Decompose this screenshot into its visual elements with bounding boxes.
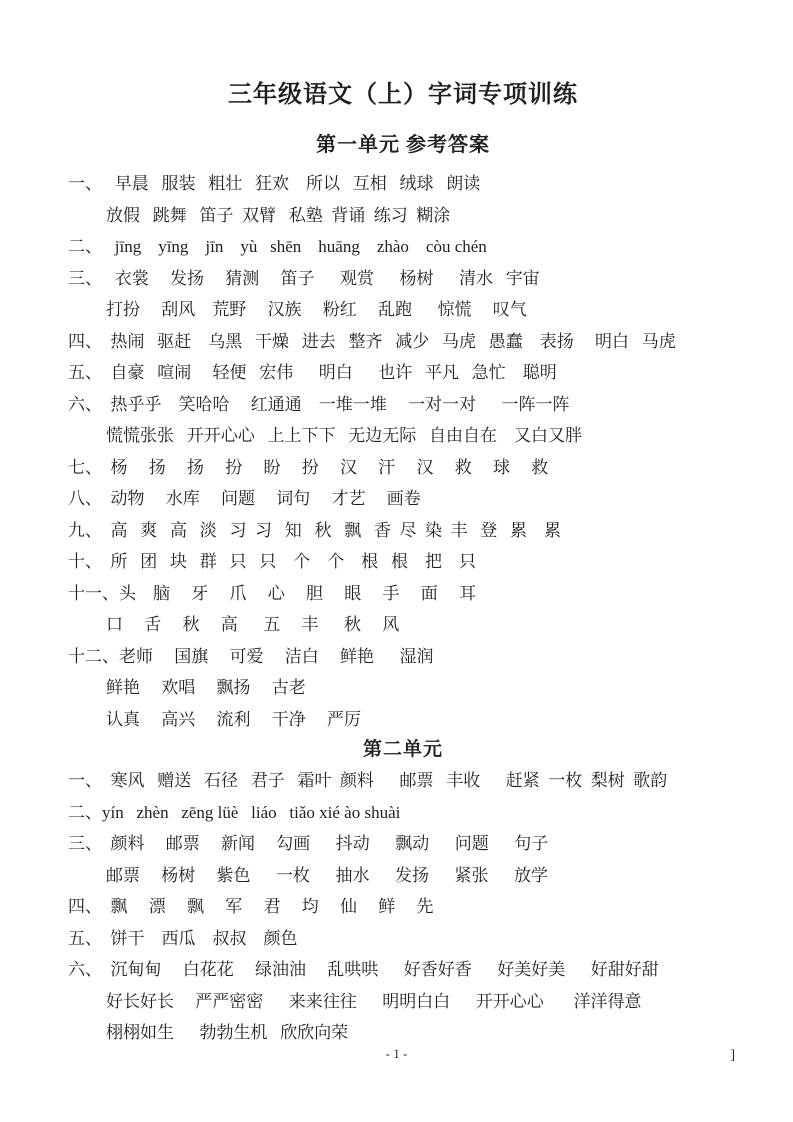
unit2-line-3: 三、 颜料 邮票 新闻 勾画 抖动 飘动 问题 句子 xyxy=(68,834,549,853)
unit2-line-6-cont2: 栩栩如生 勃勃生机 欣欣向荣 xyxy=(106,1023,349,1042)
unit1-line-2-pinyin: 二、 jīng yīng jīn yù shēn huāng zhào còu chén xyxy=(68,237,487,256)
unit1-section xyxy=(68,130,738,735)
unit2-line-4: 四、 飘 漂 飘 军 君 均 仙 鲜 先 xyxy=(68,897,434,916)
textbox-boundary-mark: ] xyxy=(730,1048,735,1063)
unit1-line-10: 十、 所 团 块 群 只 只 个 个 根 根 把 只 xyxy=(68,552,476,571)
unit1-line-1-cont: 放假 跳舞 笛子 双臂 私塾 背诵 练习 糊涂 xyxy=(106,205,451,225)
page-number: - 1 - xyxy=(385,1046,408,1061)
unit1-line-6: 六、 热乎乎 笑哈哈 红通通 一堆一堆 一对一对 一阵一阵 xyxy=(68,394,570,414)
unit1-heading: 第一单元 参考答案 xyxy=(316,134,490,156)
unit2-heading: 第二单元 xyxy=(362,739,443,760)
unit1-line-11-cont: 口 舌 秋 高 五 丰 秋 风 xyxy=(106,615,400,634)
unit2-line-6-cont: 好长好长 严严密密 来来往往 明明白白 开开心心 洋洋得意 xyxy=(106,991,642,1011)
unit2-line-6: 六、 沉甸甸 白花花 绿油油 乱哄哄 好香好香 好美好美 好甜好甜 xyxy=(68,960,659,979)
document-title: 三年级语文（上）字词专项训练 xyxy=(228,82,578,108)
unit2-line-2-pinyin: 二、yín zhèn zēng lüè liáo tiǎo xié ào shuài xyxy=(68,802,401,822)
unit1-line-8: 八、 动物 水库 问题 词句 才艺 画卷 xyxy=(68,489,421,508)
unit1-line-1: 一、 早晨 服装 粗壮 狂欢 所以 互相 绒球 朗读 xyxy=(68,174,481,193)
unit1-line-12: 十二、老师 国旗 可爱 洁白 鲜艳 湿润 xyxy=(68,646,434,666)
unit2-line-3-cont: 邮票 杨树 紫色 一枚 抽水 发扬 紧张 放学 xyxy=(106,865,548,885)
unit1-line-12-cont2: 认真 高兴 流利 干净 严厉 xyxy=(106,709,361,729)
unit1-line-12-cont: 鲜艳 欢唱 飘扬 古老 xyxy=(106,678,306,697)
unit2-line-5: 五、 饼干 西瓜 叔叔 颜色 xyxy=(68,928,298,948)
unit1-line-6-cont: 慌慌张张 开开心心 上上下下 无边无际 自由自在 又白又胖 xyxy=(106,426,582,445)
unit1-line-5: 五、 自豪 喧闹 轻便 宏伟 明白 也许 平凡 急忙 聪明 xyxy=(68,363,557,382)
unit1-line-3: 三、 衣裳 发扬 猜测 笛子 观赏 杨树 清水 宇宙 xyxy=(68,268,540,288)
unit1-line-3-cont: 打扮 刮风 荒野 汉族 粉红 乱跑 惊慌 叹气 xyxy=(106,300,527,319)
unit2-line-1: 一、 寒风 赠送 石径 君子 霜叶 颜料 邮票 丰收 赶紧 一枚 梨树 歌韵 xyxy=(68,771,668,790)
unit2-section xyxy=(68,735,738,1049)
unit1-line-7: 七、 杨 扬 扬 扮 盼 扮 汉 汗 汉 救 球 救 xyxy=(68,457,549,477)
unit1-line-11: 十一、头 脑 牙 爪 心 胆 眼 手 面 耳 xyxy=(68,583,476,603)
unit1-line-9: 九、 高 爽 高 淡 习 习 知 秋 飘 香 尽 染 丰 登 累 累 xyxy=(68,520,561,540)
unit1-line-4: 四、 热闹 驱赶 乌黑 干燥 进去 整齐 减少 马虎 愚蠢 表扬 明白 马虎 xyxy=(68,331,676,351)
